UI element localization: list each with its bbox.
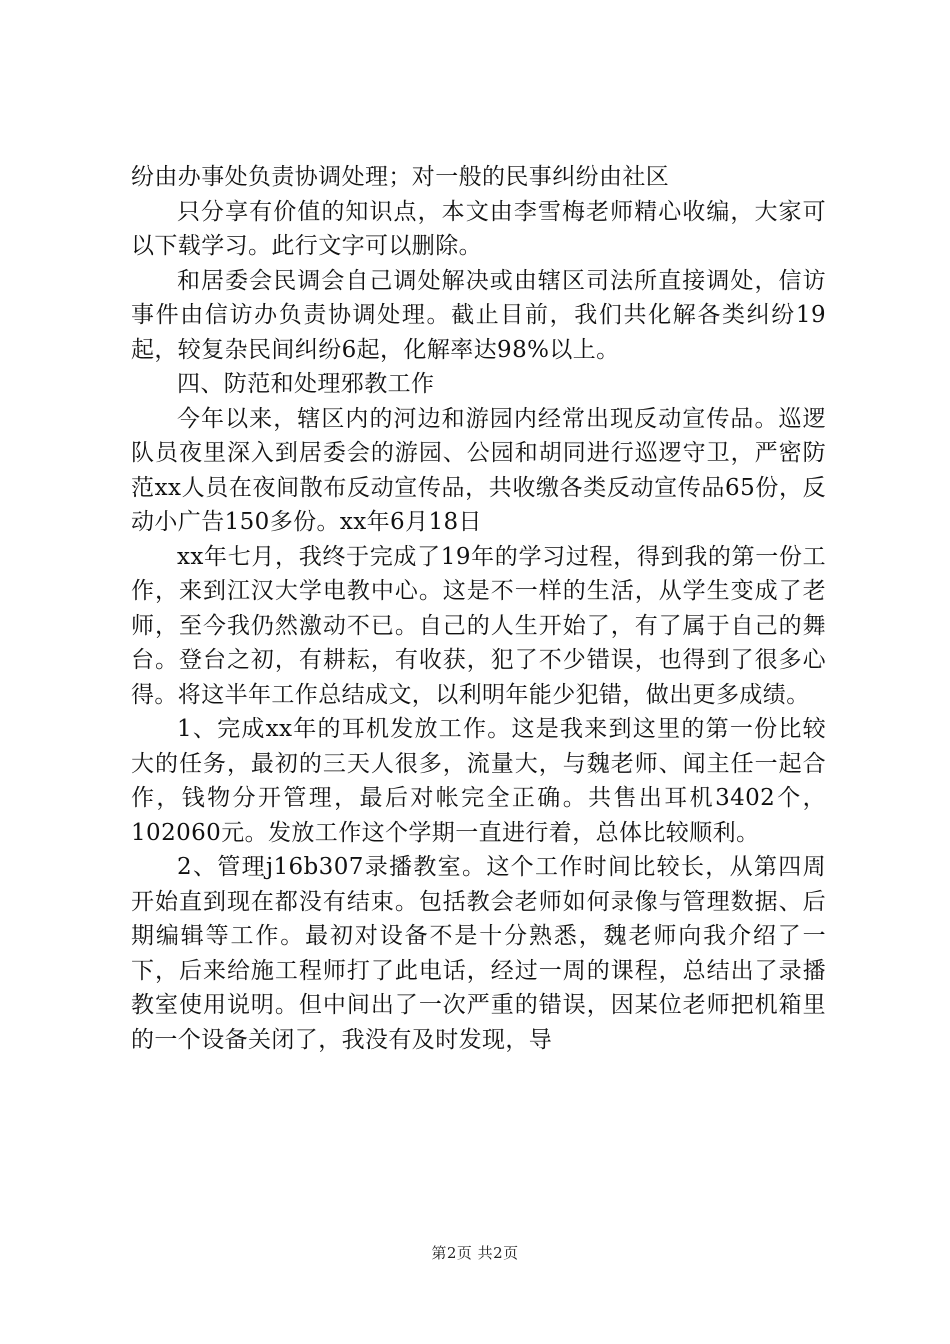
section-heading: 四、防范和处理邪教工作 bbox=[177, 371, 435, 397]
paragraph-work-summary-intro: xx年七月，我终于完成了19年的学习过程，得到我的第一份工作，来到江汉大学电教中心。这是不一样的生活，从学生变成了老师，至今我仍然激动不已。自己的人生开始了，有了属于自己的舞台。登台之初，有耕耘，有收获，犯了不少错误，也得到了很多心得。将这半年工作总结成文，以利明年能少犯错，做出更多成绩。 bbox=[131, 543, 826, 708]
paragraph-note: 只分享有价值的知识点，本文由李雪梅老师精心收编，大家可以下载学习。此行文字可以删除。 bbox=[131, 198, 826, 259]
paragraph-recording-classroom: 2、管理j16b307录播教室。这个工作时间比较长，从第四周开始直到现在都没有结束。包括教会老师如何录像与管理数据、后期编辑等工作。最初对设备不是十分熟悉，魏老师向我介绍了一下，后来给施工程师打了此电话，经过一周的课程，总结出了录播教室使用说明。但中间出了一次严重的错误，因某位老师把机箱里的一个设备关闭了，我没有及时发现，导 bbox=[131, 854, 826, 1053]
paragraph-continuation: 纷由办事处负责协调处理；对一般的民事纠纷由社区 bbox=[131, 164, 670, 190]
paragraph-cult-prevention: 今年以来，辖区内的河边和游园内经常出现反动宣传品。巡逻队员夜里深入到居委会的游园、公园和胡同进行巡逻守卫，严密防范xx人员在夜间散布反动宣传品，共收缴各类反动宣传品65份，反动小广告150多份。xx年6月18日 bbox=[131, 405, 826, 535]
paragraph-earphone-distribution: 1、完成xx年的耳机发放工作。这是我来到这里的第一份比较大的任务，最初的三天人很多，流量大，与魏老师、闻主任一起合作，钱物分开管理，最后对帐完全正确。共售出耳机3402个，102060元。发放工作这个学期一直进行着，总体比较顺利。 bbox=[131, 716, 826, 846]
paragraph-mediation: 和居委会民调会自己调处解决或由辖区司法所直接调处，信访事件由信访办负责协调处理。截止目前，我们共化解各类纠纷19起，较复杂民间纠纷6起，化解率达98%以上。 bbox=[131, 267, 826, 363]
page-footer: 第2页 共2页 bbox=[431, 1244, 519, 1262]
document-body bbox=[131, 160, 826, 1057]
